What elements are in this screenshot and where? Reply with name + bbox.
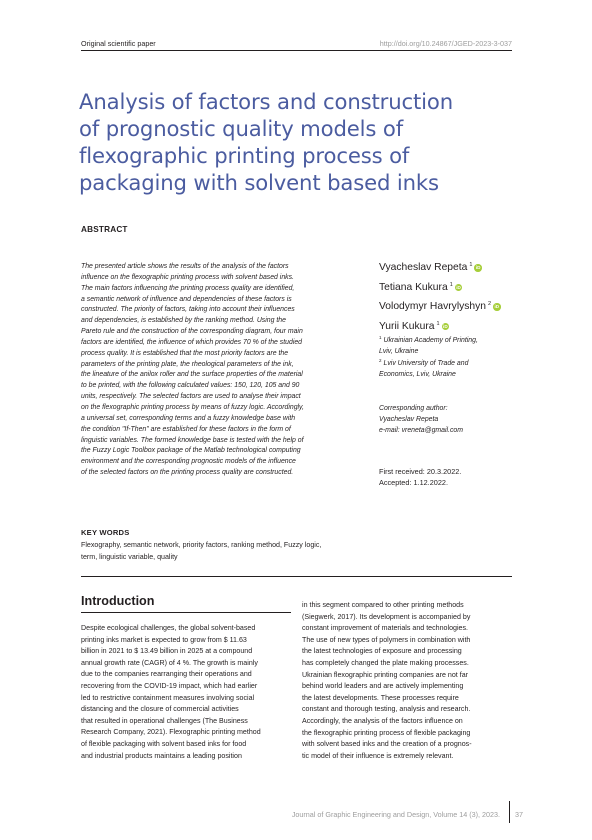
date-received: First received: 20.3.2022. (379, 467, 462, 476)
body-line: billion in 2021 to $ 13.49 billion in 2025 at a compound (81, 647, 253, 656)
corresponding-email[interactable]: e-mail: vreneta@gmail.com (379, 426, 463, 434)
corresponding-name: Vyacheslav Repeta (379, 415, 439, 423)
heading-underline (81, 612, 291, 613)
abstract-line: influence on the flexographic printing process with solvent based inks. (81, 273, 294, 281)
affiliation-2 (379, 356, 519, 381)
abstract-line: the Fuzzy Logic Toolbox package of the Matlab technological computing (81, 447, 301, 455)
paper-type-label: Original scientific paper (81, 39, 156, 48)
abstract-line: and dependencies, is established by the ranking method. Using the (81, 317, 286, 325)
body-line: that resulted in operational challenges (The Business (81, 716, 248, 725)
author-name: Volodymyr Havrylyshyn (379, 301, 487, 313)
body-line: Despite ecological challenges, the global solvent-based (81, 624, 256, 632)
body-line: constant and thorough testing, analysis and research. (302, 705, 471, 714)
body-line: led to restrictive containment measures involving social (81, 693, 255, 702)
date-accepted: Accepted: 1.12.2022. (379, 478, 448, 488)
title-line: packaging with solvent based inks (79, 170, 439, 195)
orcid-icon[interactable]: iD (475, 265, 481, 270)
keywords-line: term, linguistic variable, quality (81, 552, 178, 561)
body-line: the latest developments. These processes require (302, 693, 459, 702)
affiliation-text: Lviv University of Trade and (383, 360, 469, 367)
body-line: in this segment compared to other printing methods (302, 601, 464, 609)
abstract-line: factors are identified, the influence of which provides 70 % of the studied (81, 338, 303, 346)
author-affil-sup: 1 (436, 320, 440, 327)
title-line: flexographic printing process of (79, 143, 410, 168)
author-item (379, 277, 519, 297)
body-line: and industrial products maintains a leading position (81, 751, 242, 760)
abstract-line: The presented article shows the results of the analysis of the factors (81, 263, 289, 270)
body-line: constant improvement of materials and technologies. (302, 624, 469, 633)
affiliation-line (379, 333, 519, 347)
keywords-text (81, 540, 381, 563)
affiliation-1 (379, 333, 519, 358)
body-line: printing inks market is expected to grow from $ 11.63 (81, 635, 247, 644)
footer-divider (509, 801, 510, 823)
section-divider (81, 576, 512, 577)
title-line: Analysis of factors and construction (79, 89, 453, 114)
abstract-line: process quality. It is established that the most priority factors are the (81, 349, 289, 357)
body-line: The use of new types of polymers in combination with (302, 635, 471, 644)
abstract-line: on the flexographic printing process by means of fuzzy logic. Accordingly, (81, 403, 304, 411)
abstract-line: the condition "If-Then" are established for these factors in the form of (81, 425, 291, 433)
author-affil-sup: 1 (469, 262, 473, 268)
body-line: with solvent based inks and the creation of a prognos- (302, 740, 472, 749)
journal-footer: Journal of Graphic Engineering and Design, Volume 14 (3), 2023. (291, 810, 500, 819)
abstract-line: environment and the corresponding prognostic models of the influence (81, 458, 296, 466)
author-name: Vyacheslav Repeta (379, 262, 468, 273)
abstract-line: of the selected factors on the printing process quality are constructed. (81, 469, 294, 477)
abstract-line: a semantic network of influence and dependencies of these factors is (81, 295, 292, 303)
abstract-line: parameters of the printing plate, the rheological parameters of the ink, (81, 360, 294, 368)
body-line: the flexographic printing process of flexible packaging (302, 728, 471, 737)
corresponding-author (379, 404, 519, 436)
body-line: recovering from the COVID-19 impact, which had earlier (81, 681, 258, 690)
author-affil-sup: 1 (449, 281, 453, 288)
affiliation-text: Ukrainian Academy of Printing, (383, 337, 478, 344)
body-line: distancing and the closure of commercial activities (81, 705, 239, 714)
body-line: due to the companies rearranging their operations and (81, 670, 252, 679)
abstract-line: the lineature of the anilox roller and the surface properties of the material (81, 371, 303, 379)
intro-column-1 (81, 623, 291, 762)
orcid-icon[interactable]: iD (456, 284, 461, 290)
header-divider (81, 50, 512, 51)
author-name: Tetiana Kukura (379, 281, 448, 293)
title-line: of prognostic quality models of (79, 116, 404, 141)
abstract-line: units, respectively. The selected factors are used to analyse their impact (81, 393, 301, 401)
article-title (79, 88, 499, 196)
keywords-heading: KEY WORDS (81, 528, 130, 537)
doi-link[interactable]: http://doi.org/10.24867/JGED-2023-3-037 (379, 39, 512, 48)
affiliation-line (379, 356, 519, 370)
author-item (379, 296, 519, 316)
orcid-icon[interactable]: iD (494, 304, 500, 310)
submission-dates (379, 466, 519, 489)
body-line: the latest technologies of exposure and processing (302, 647, 462, 656)
abstract-line: linguistic variables. The formed knowledge base is tested with the help of (81, 436, 304, 444)
keywords-line: Flexography, semantic network, priority factors, ranking method, Fuzzy logic, (81, 541, 322, 549)
page-number: 37 (515, 810, 523, 819)
body-line: (Siegwerk, 2017). Its development is accompanied by (302, 612, 471, 621)
orcid-icon[interactable]: iD (443, 323, 448, 329)
author-list (379, 257, 519, 335)
author-item (379, 257, 519, 277)
abstract-line: Pareto rule and the construction of the corresponding diagram, four main (81, 328, 303, 336)
body-line: tic model of their influence is extremely relevant. (302, 751, 454, 760)
abstract-line: constructed. The priority of factors, taking into account their influences (81, 306, 295, 314)
abstract-line: The main factors influencing the printing process quality are identified, (81, 284, 295, 292)
body-line: Ukrainian flexographic printing companies are not far (302, 670, 469, 679)
body-line: has completely changed the plate making processes. (302, 658, 469, 667)
body-line: Research Company, 2021). Flexographic printing method (81, 728, 261, 737)
body-line: annual growth rate (CAGR) of 4 %. The growth is mainly (81, 658, 258, 667)
intro-column-2 (302, 600, 512, 762)
body-line: behind world leaders and are actively implementing (302, 682, 464, 691)
body-line: of flexible packaging with solvent based inks for food (81, 739, 247, 748)
affiliation-line: Lviv, Ukraine (379, 347, 419, 355)
body-line: Accordingly, the analysis of the factors influence on (302, 716, 463, 725)
abstract-line: to be printed, with the following calculated values: 150, 120, 105 and 90 (81, 382, 300, 390)
introduction-heading: Introduction (81, 594, 155, 608)
author-affil-sup: 2 (488, 301, 492, 308)
abstract-text (81, 262, 353, 479)
affiliation-sup: 1 (379, 335, 382, 340)
author-name: Yurii Kukura (379, 320, 435, 332)
affiliation-sup: 2 (379, 358, 382, 363)
abstract-line: a universal set, corresponding terms and a fuzzy knowledge base with (81, 414, 296, 422)
affiliation-line: Economics, Lviv, Ukraine (379, 370, 456, 378)
abstract-heading: ABSTRACT (81, 225, 128, 234)
corresponding-label: Corresponding author: (379, 405, 448, 412)
